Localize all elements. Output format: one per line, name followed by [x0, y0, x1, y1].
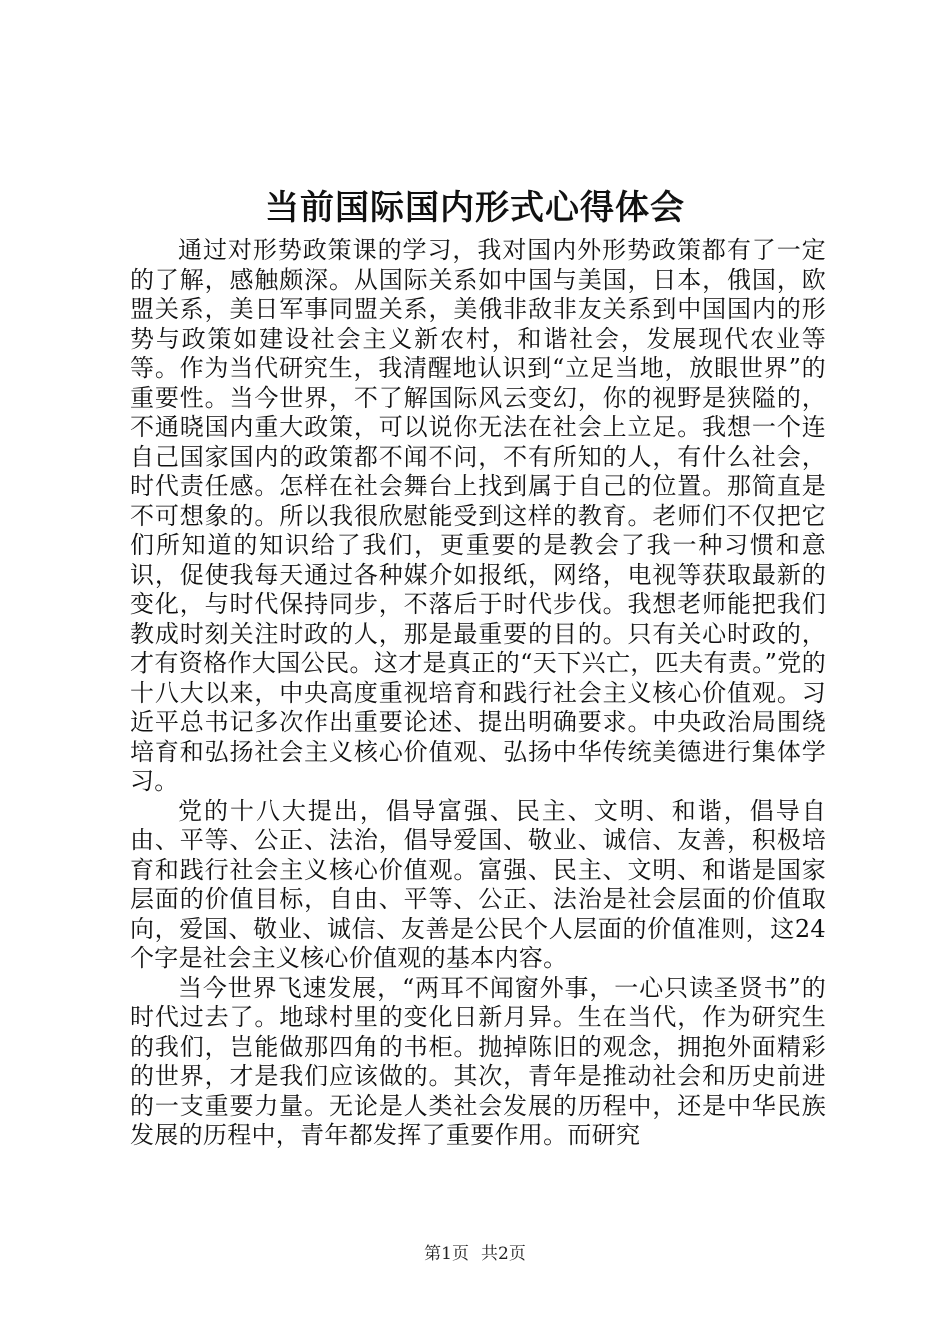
page-number: 第1页	[424, 1244, 469, 1264]
document-title: 当前国际国内形式心得体会	[265, 188, 685, 228]
paragraph-1: 通过对形势政策课的学习，我对国内外形势政策都有了一定的了解，感触颇深。从国际关系如中国与美国，日本，俄国，欧盟关系，美日军事同盟关系，美俄非敌非友关系到中国国内的形势与政策如建设社会主义新农村，和谐社会，发展现代农业等等。作为当代研究生，我清醒地认识到“立足当地，放眼世界”的重要性。当今世界，不了解国际风云变幻，你的视野是狭隘的，不通晓国内重大政策，可以说你无法在社会上立足。我想一个连自己国家国内的政策都不闻不问，不有所知的人，有什么社会，时代责任感。怎样在社会舞台上找到属于自己的位置。那简直是不可想象的。所以我很欣慰能受到这样的教育。老师们不仅把它们所知道的知识给了我们，更重要的是教会了我一种习惯和意识，促使我每天通过各种媒介如报纸，网络，电视等获取最新的变化，与时代保持同步，不落后于时代步伐。我想老师能把我们教成时刻关注时政的人，那是最重要的目的。只有关心时政的，才有资格作大国公民。这才是真正的“天下兴亡，匹夫有责。”党的十八大以来，中央高度重视培育和践行社会主义核心价值观。习近平总书记多次作出重要论述、提出明确要求。中央政治局围绕培育和弘扬社会主义核心价值观、弘扬中华传统美德进行集体学习。	[130, 236, 826, 795]
document-body	[130, 236, 826, 1151]
paragraph-3: 当今世界飞速发展，“两耳不闻窗外事，一心只读圣贤书”的时代过去了。地球村里的变化日新月异。生在当代，作为研究生的我们，岂能做那四角的书柜。抛掉陈旧的观念，拥抱外面精彩的世界，才是我们应该做的。其次，青年是推动社会和历史前进的一支重要力量。无论是人类社会发展的历程中，还是中华民族发展的历程中，青年都发挥了重要作用。而研究	[130, 973, 826, 1149]
page-total: 共2页	[481, 1244, 526, 1264]
paragraph-2: 党的十八大提出，倡导富强、民主、文明、和谐，倡导自由、平等、公正、法治，倡导爱国、敬业、诚信、友善，积极培育和践行社会主义核心价值观。富强、民主、文明、和谐是国家层面的价值目标，自由、平等、公正、法治是社会层面的价值取向，爱国、敬业、诚信、友善是公民个人层面的价值准则，这24个字是社会主义核心价值观的基本内容。	[130, 796, 826, 972]
page-footer	[0, 1242, 950, 1266]
